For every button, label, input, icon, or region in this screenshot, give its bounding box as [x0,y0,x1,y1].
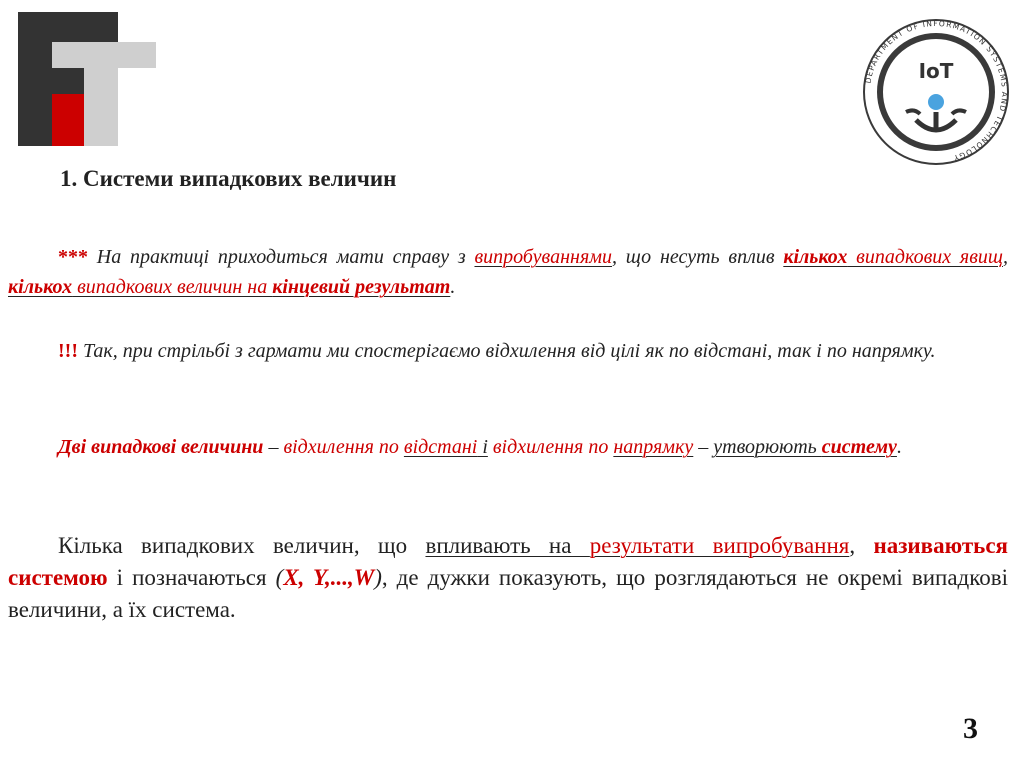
term-random-variables: випадкових величин на [72,276,273,298]
paragraph-definition: Кілька випадкових величин, що впливають на результати випробування, називаються системою і позначаються (X, Y,...,W), де дужки показують, що розглядаються не окремі випадкові величини, а їх система. [8,533,1008,622]
ft-logo [18,12,156,146]
paragraph-experiments: *** На практиці приходиться мати справу з випробуваннями, що несуть вплив кількох випадкових явищ, кількох випадкових величин на кінцевий результат. [8,246,1008,298]
term-system: систему [821,436,897,458]
term-final-result: кінцевий результат [272,276,451,298]
svg-text:DEPARTMENT OF INFORMATION SYST: DEPARTMENT OF INFORMATION SYSTEMS AND TECHNOLOGY [863,18,1010,163]
stars-mark: *** [58,246,88,268]
term-random-events: випадкових явищ [847,246,1003,268]
term-form: утворюють [713,436,822,458]
term-called-system: називаються системою [8,533,1008,590]
exclamation-mark: !!! [58,340,78,362]
term-test-results: результати випробування [589,533,850,558]
paragraph-two-variables: Дві випадкові величини – відхилення по відстані і відхилення по напрямку – утворюють систему. [58,436,902,458]
iot-department-logo [858,8,1024,178]
term-influence: впливають на [425,533,590,558]
svg-text:IoT: IoT [918,59,954,83]
section-heading: 1. Системи випадкових величин [60,166,397,191]
term-experiments: випробуваннями [474,246,613,268]
term-direction: напрямку [613,436,694,458]
term-several: кількох [783,246,848,268]
term-distance: відстані [403,436,478,458]
term-two-variables: Дві випадкові величини [58,436,264,458]
paragraph-artillery: !!! Так, при стрільбі з гармати ми спостерігаємо відхилення від цілі як по відстані, так і по напрямку. [58,340,936,362]
notation-xyw: X, Y,...,W [283,565,375,590]
page-number: 3 [963,712,978,745]
term-several-2: кількох [8,276,73,298]
